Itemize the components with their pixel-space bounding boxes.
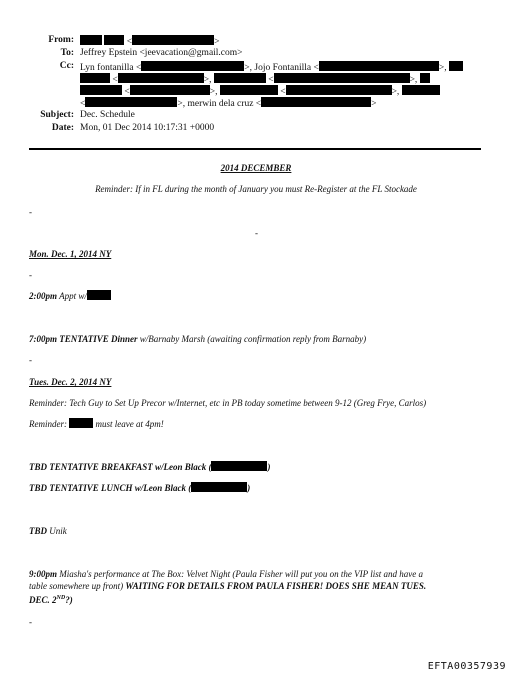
redaction-block	[141, 61, 244, 71]
month-heading: 2014 DECEMBER	[220, 163, 292, 173]
redaction-block	[80, 35, 102, 45]
redaction-block	[420, 73, 430, 83]
redaction-block	[69, 418, 93, 428]
cc-name-3: merwin dela cruz	[187, 99, 254, 109]
redaction-block	[261, 97, 371, 107]
from-value: < >	[80, 35, 219, 48]
redaction-block	[211, 461, 267, 471]
redaction-block	[274, 73, 410, 83]
reminder-tech-guy: Reminder: Tech Guy to Set Up Precor w/Internet, etc in PB today sometime between 9-12 (Greg Frye, Carlos)	[29, 398, 427, 408]
redaction-block	[87, 290, 111, 300]
dash-mark: -	[29, 207, 32, 217]
redaction-block	[80, 73, 110, 83]
cc-line-3: < >, < >,	[80, 85, 440, 98]
reminder-leave	[29, 418, 164, 430]
date-value: Mon, 01 Dec 2014 10:17:31 +0000	[80, 123, 215, 133]
performance-line-3	[29, 592, 73, 606]
redaction-block	[449, 61, 463, 71]
redaction-block	[402, 85, 440, 95]
performance-line-2	[29, 580, 426, 592]
performance-text-2: table somewhere up front)	[29, 581, 124, 591]
cc-line-4: < >, merwin dela cruz < >	[80, 99, 377, 109]
lunch-text: TBD TENTATIVE LUNCH w/Leon Black	[29, 483, 187, 493]
tentative-lunch: TBD TENTATIVE LUNCH w/Leon Black ( )	[29, 483, 251, 493]
appt-entry	[29, 290, 111, 302]
tentative-breakfast: TBD TENTATIVE BREAKFAST w/Leon Black ( )	[29, 462, 271, 472]
performance-time: 9:00pm	[29, 569, 57, 579]
from-label: From:	[48, 35, 74, 45]
dinner-text: w/Barnaby Marsh (awaiting confirmation reply from Barnaby)	[139, 334, 367, 344]
to-value: Jeffrey Epstein <jeevacation@gmail.com>	[80, 48, 243, 58]
unik-entry	[29, 525, 67, 537]
breakfast-text: TBD TENTATIVE BREAKFAST w/Leon Black	[29, 462, 207, 472]
unik-text: Unik	[49, 526, 67, 536]
cc-label: Cc:	[59, 61, 74, 71]
dinner-entry	[29, 333, 366, 345]
redaction-block	[132, 35, 214, 45]
unik-tbd: TBD	[29, 526, 47, 536]
reminder-leave-label: Reminder:	[29, 419, 67, 429]
redaction-block	[191, 482, 247, 492]
cc-line-1: Lyn fontanilla < >, Jojo Fontanilla < >,	[80, 61, 463, 74]
reminder-leave-text: must leave at 4pm!	[95, 419, 164, 429]
dinner-title: 7:00pm TENTATIVE Dinner	[29, 334, 138, 344]
to-label: To:	[60, 48, 74, 58]
cc-line-2: < >, < >,	[80, 73, 430, 86]
redaction-block	[80, 85, 122, 95]
performance-waiting: WAITING FOR DETAILS FROM PAULA FISHER! DOES SHE MEAN TUES.	[125, 581, 427, 591]
redaction-block	[319, 61, 439, 71]
day-heading-dec-1: Mon. Dec. 1, 2014 NY	[29, 249, 112, 259]
document-id: EFTA00357939	[427, 661, 506, 672]
performance-date-suffix: ND	[56, 595, 66, 601]
performance-date-end: ?)	[65, 595, 73, 605]
redaction-block	[85, 97, 177, 107]
dash-mark: -	[29, 355, 32, 365]
performance-date-prefix: DEC. 2	[29, 595, 57, 605]
subject-label: Subject:	[40, 110, 74, 120]
appt-time: 2:00pm	[29, 291, 57, 301]
date-label: Date:	[51, 123, 74, 133]
dash-mark: -	[255, 228, 258, 238]
dash-mark: -	[29, 270, 32, 280]
cc-name-1: Lyn fontanilla	[80, 63, 134, 73]
appt-text: Appt w/	[59, 291, 87, 301]
subject-value: Dec. Schedule	[80, 110, 135, 120]
redaction-block	[214, 73, 266, 83]
redaction-block	[286, 85, 392, 95]
header-divider	[29, 148, 481, 150]
dash-mark: -	[29, 617, 32, 627]
performance-line-1	[29, 568, 423, 580]
redaction-block	[118, 73, 204, 83]
redaction-block	[104, 35, 124, 45]
reminder-reregister: Reminder: If in FL during the month of January you must Re-Register at the FL Stockade	[95, 184, 417, 194]
day-heading-dec-2: Tues. Dec. 2, 2014 NY	[29, 377, 112, 387]
redaction-block	[220, 85, 278, 95]
cc-name-2: Jojo Fontanilla	[254, 63, 312, 73]
redaction-block	[130, 85, 210, 95]
performance-text-1: Miasha's performance at The Box: Velvet Night (Paula Fisher will put you on the VIP list and have a	[59, 569, 423, 579]
